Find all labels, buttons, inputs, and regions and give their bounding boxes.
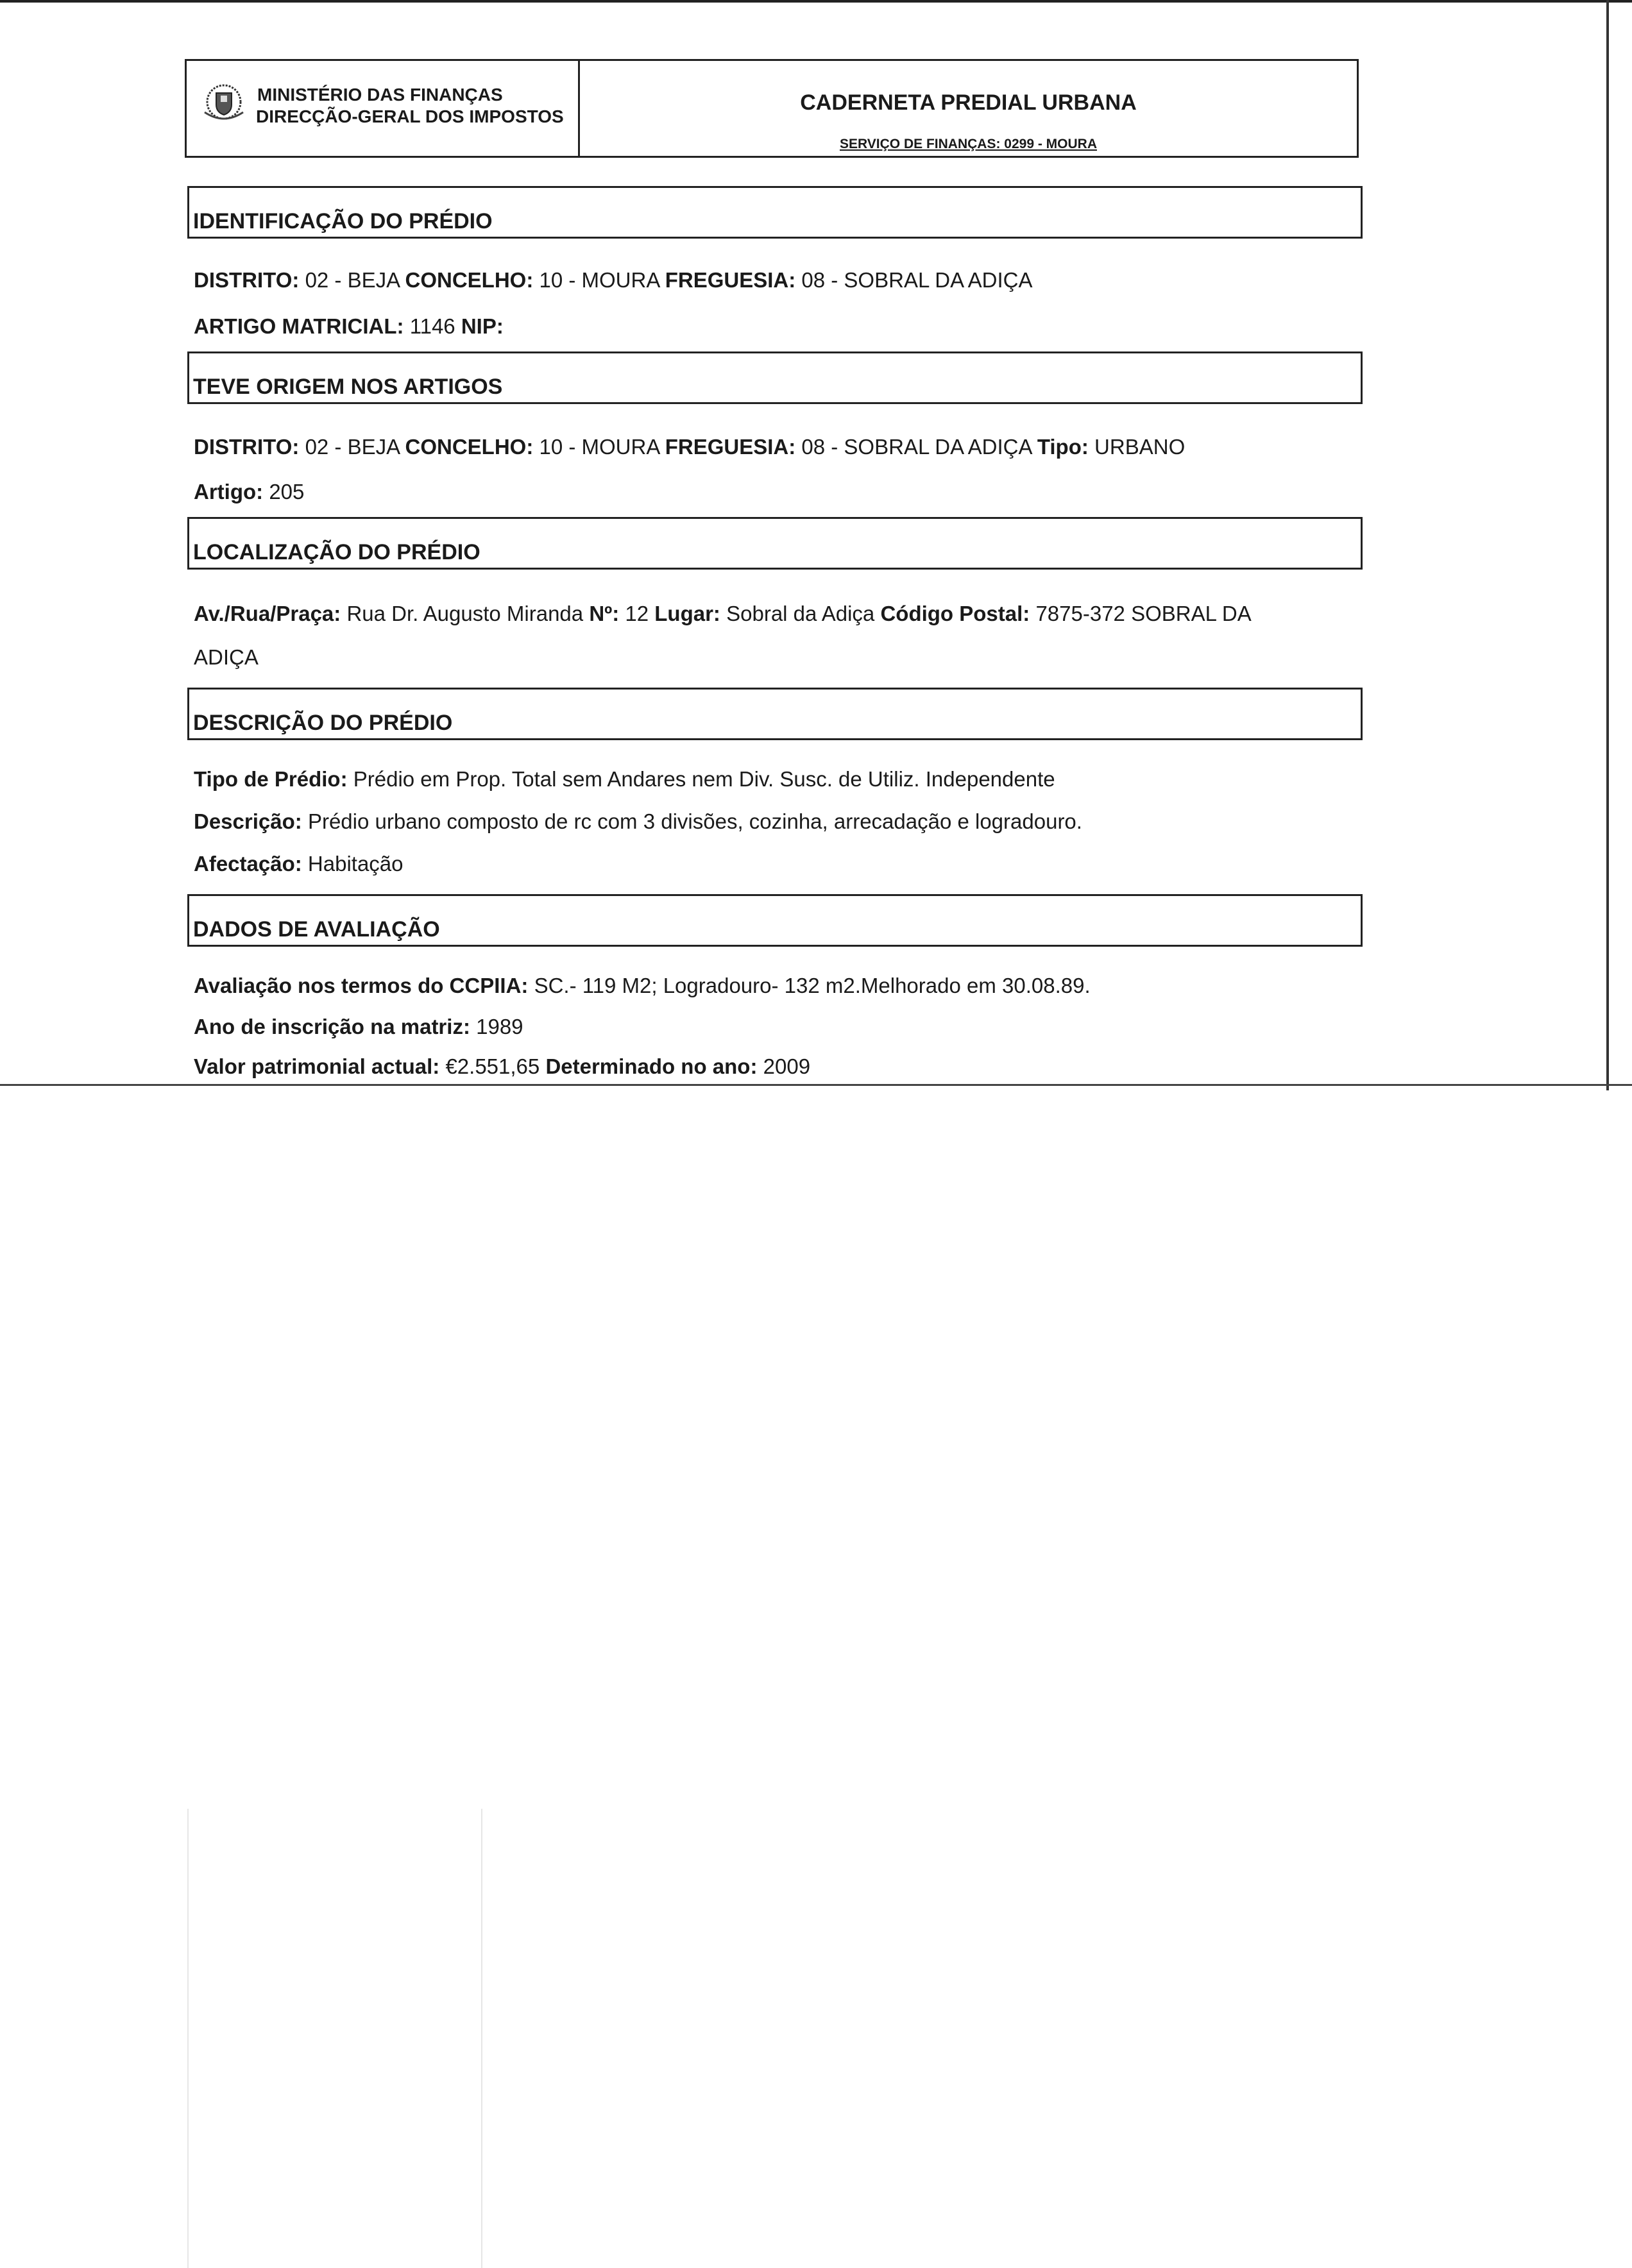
field-value: 02 - BEJA: [305, 435, 400, 459]
scan-artifact-line: [481, 1809, 482, 2268]
field-value: Sobral da Adiça: [726, 602, 875, 625]
field-label: Tipo de Prédio:: [194, 767, 348, 791]
field-value: 08 - SOBRAL DA ADIÇA: [801, 268, 1033, 292]
directorate-name: DIRECÇÃO-GERAL DOS IMPOSTOS: [256, 106, 564, 126]
field-value: 205: [269, 480, 305, 504]
localizacao-address-line: [194, 602, 1252, 626]
field-label: Avaliação nos termos do CCPIIA:: [194, 974, 529, 997]
field-label: Av./Rua/Praça:: [194, 602, 341, 625]
descricao-descricao-line: [194, 809, 1082, 834]
field-value: 12: [625, 602, 649, 625]
field-value: URBANO: [1094, 435, 1186, 459]
field-label: Lugar:: [654, 602, 720, 625]
localizacao-address-continuation: [194, 645, 259, 670]
scan-page-edge: [0, 1084, 1632, 1086]
avaliacao-valor-line: [194, 1054, 810, 1079]
scan-artifact-line: [187, 1809, 189, 2268]
field-value: €2.551,65: [445, 1054, 540, 1078]
ministry-block: [187, 61, 580, 156]
origem-artigo-line: [194, 480, 304, 504]
section-identificacao: [187, 186, 1363, 239]
field-label: Tipo:: [1037, 435, 1089, 459]
scan-top-border: [0, 0, 1632, 3]
field-label: Código Postal:: [880, 602, 1030, 625]
field-label: Valor patrimonial actual:: [194, 1054, 440, 1078]
ministry-name: MINISTÉRIO DAS FINANÇAS: [257, 85, 503, 105]
identificacao-location-line: [194, 268, 1032, 292]
document-title: CADERNETA PREDIAL URBANA: [800, 90, 1137, 115]
field-value: 7875-372 SOBRAL DA: [1035, 602, 1252, 625]
service-office: SERVIÇO DE FINANÇAS: 0299 - MOURA: [839, 137, 1097, 151]
section-title: IDENTIFICAÇÃO DO PRÉDIO: [193, 209, 493, 233]
field-label: CONCELHO:: [405, 435, 534, 459]
document-header: [185, 59, 1359, 158]
field-value: 08 - SOBRAL DA ADIÇA: [801, 435, 1032, 459]
field-value: Rua Dr. Augusto Miranda: [346, 602, 584, 625]
field-value: Prédio urbano composto de rc com 3 divisões, cozinha, arrecadação e logradouro.: [307, 809, 1082, 833]
section-origem: [187, 351, 1363, 404]
field-label: NIP:: [461, 314, 504, 338]
avaliacao-ano-line: [194, 1015, 523, 1039]
field-value: 10 - MOURA: [539, 435, 659, 459]
section-descricao: [187, 688, 1363, 740]
section-title: TEVE ORIGEM NOS ARTIGOS: [193, 375, 503, 399]
field-label: Determinado no ano:: [545, 1054, 758, 1078]
field-value: Habitação: [307, 852, 404, 876]
section-title: LOCALIZAÇÃO DO PRÉDIO: [193, 540, 480, 564]
field-value: 2009: [763, 1054, 811, 1078]
field-label: DISTRITO:: [194, 435, 300, 459]
descricao-afectacao-line: [194, 852, 404, 876]
coat-of-arms-icon: [198, 80, 250, 124]
field-value: 1146: [409, 314, 455, 338]
field-label: Artigo:: [194, 480, 264, 504]
descricao-tipo-line: [194, 767, 1055, 791]
field-value: 1989: [476, 1015, 523, 1038]
field-label: CONCELHO:: [405, 268, 534, 292]
field-value: ADIÇA: [194, 645, 259, 669]
field-label: Ano de inscrição na matriz:: [194, 1015, 470, 1038]
field-label: FREGUESIA:: [665, 435, 796, 459]
field-label: Nº:: [589, 602, 620, 625]
section-avaliacao: [187, 894, 1363, 947]
field-value: 02 - BEJA: [305, 268, 400, 292]
field-label: ARTIGO MATRICIAL:: [194, 314, 404, 338]
scan-right-border: [1606, 0, 1609, 1090]
avaliacao-ccpiia-line: [194, 974, 1091, 998]
section-title: DADOS DE AVALIAÇÃO: [193, 917, 440, 942]
field-value: SC.- 119 M2; Logradouro- 132 m2.Melhorado em 30.08.89.: [534, 974, 1091, 997]
identificacao-artigo-line: [194, 314, 504, 339]
field-label: Afectação:: [194, 852, 302, 876]
field-label: FREGUESIA:: [665, 268, 796, 292]
origem-location-line: [194, 435, 1185, 459]
field-value: 10 - MOURA: [539, 268, 659, 292]
field-value: Prédio em Prop. Total sem Andares nem Div. Susc. de Utiliz. Independente: [353, 767, 1055, 791]
field-label: DISTRITO:: [194, 268, 300, 292]
section-title: DESCRIÇÃO DO PRÉDIO: [193, 711, 453, 735]
title-block: [580, 61, 1357, 156]
field-label: Descrição:: [194, 809, 302, 833]
section-localizacao: [187, 517, 1363, 570]
